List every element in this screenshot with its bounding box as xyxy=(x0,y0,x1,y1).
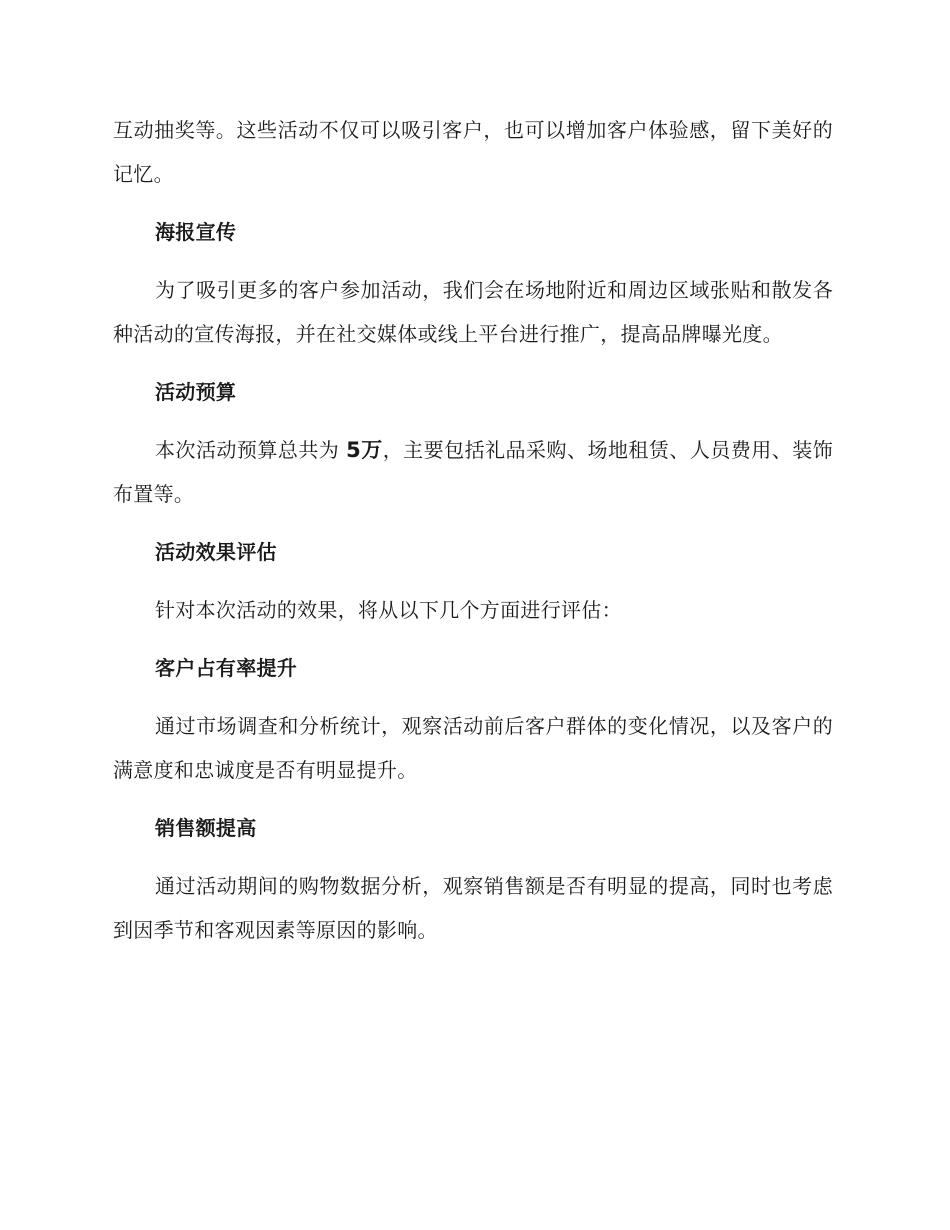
heading-poster-promotion: 海报宣传 xyxy=(155,220,237,244)
heading-customer-share: 客户占有率提升 xyxy=(155,656,298,680)
budget-amount: 5万 xyxy=(346,438,383,462)
paragraph-effect-evaluation: 针对本次活动的效果，将从以下几个方面进行评估： xyxy=(155,598,622,622)
heading-activity-budget: 活动预算 xyxy=(155,380,237,404)
budget-text-prefix: 本次活动预算总共为 xyxy=(155,438,347,462)
paragraph-poster-promotion: 为了吸引更多的客户参加活动，我们会在场地附近和周边区域张贴和散发各种活动的宣传海报，并在社交媒体或线上平台进行推广，提高品牌曝光度。 xyxy=(113,278,833,346)
paragraph-sales-increase: 通过活动期间的购物数据分析，观察销售额是否有明显的提高，同时也考虑到因季节和客观因素等原因的影响。 xyxy=(113,874,833,942)
paragraph-activity-budget xyxy=(113,428,833,516)
heading-effect-evaluation: 活动效果评估 xyxy=(155,540,277,564)
paragraph-activities-continued: 互动抽奖等。这些活动不仅可以吸引客户，也可以增加客户体验感，留下美好的记忆。 xyxy=(113,118,833,186)
heading-sales-increase: 销售额提高 xyxy=(155,816,257,840)
paragraph-customer-share: 通过市场调查和分析统计，观察活动前后客户群体的变化情况，以及客户的满意度和忠诚度是否有明显提升。 xyxy=(113,714,833,782)
document-body xyxy=(113,108,833,966)
budget-text-suffix: ，主要包括礼品采购、场地租赁、人员费用、装饰布置等。 xyxy=(113,438,834,506)
